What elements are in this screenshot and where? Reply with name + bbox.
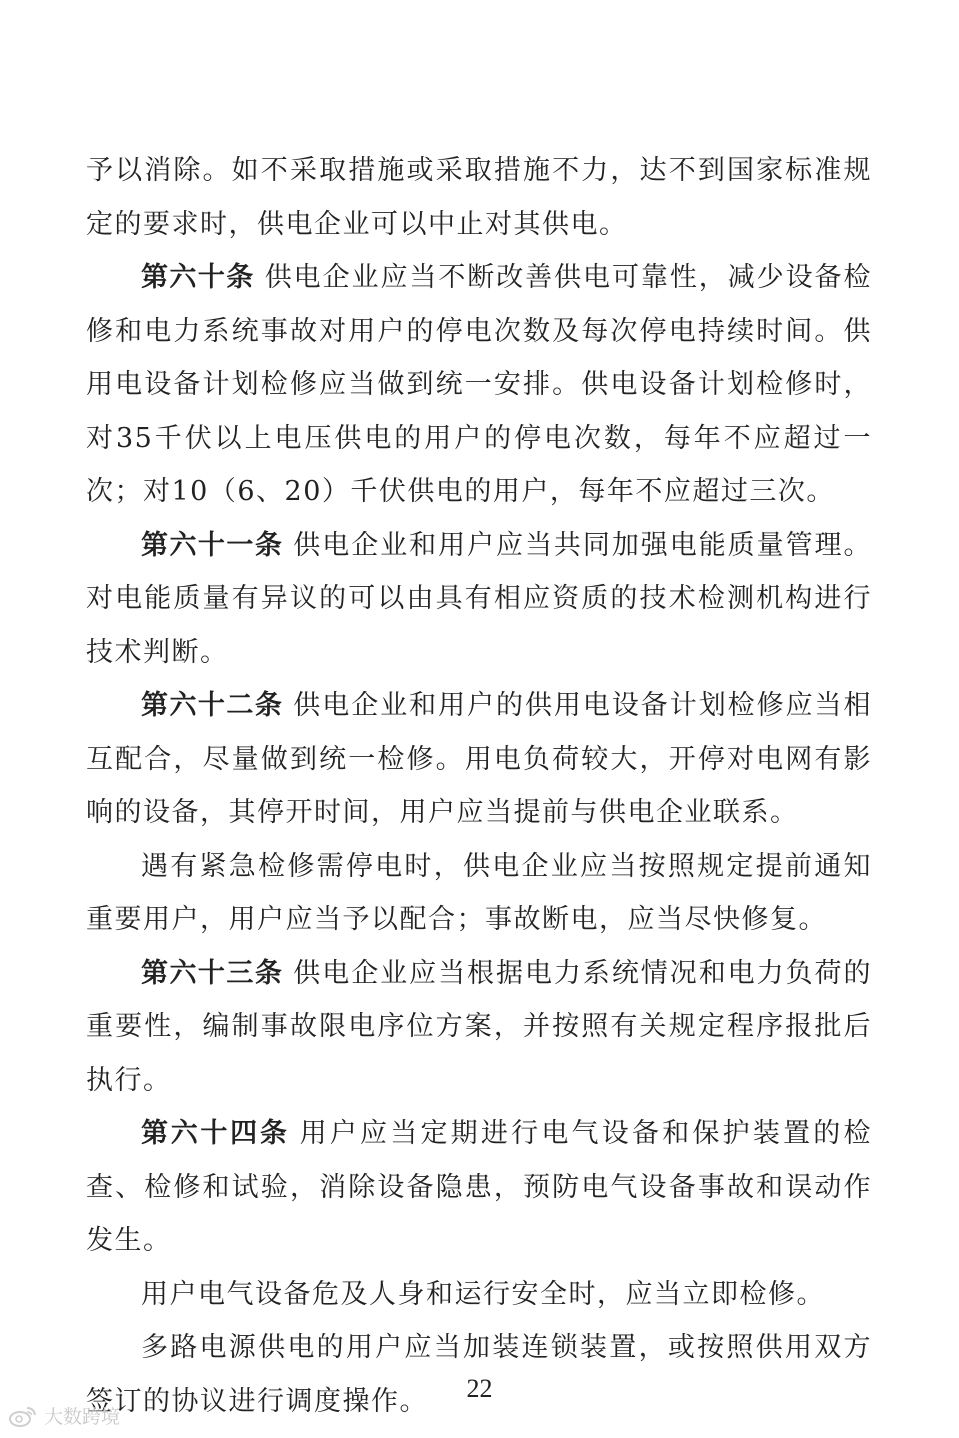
watermark (8, 1402, 120, 1429)
article-number: 第六十四条 (141, 1118, 290, 1149)
paragraph-text: 多路电源供电的用户应当加装连锁装置，或按照供用双方签订的协议进行调度操作。 (86, 1332, 872, 1417)
article-61 (86, 519, 872, 680)
article-number: 第六十三条 (141, 957, 284, 989)
article-number: 第六十条 (141, 262, 255, 293)
article-number: 第六十一条 (141, 529, 284, 561)
paragraph-text: 用户应当定期进行电气设备和保护装置的检查、检修和试验，消除设备隐患，预防电气设备事故和误动作发生。 (86, 1118, 873, 1256)
paragraph-text: 用户电气设备危及人身和运行安全时，应当立即检修。 (141, 1278, 825, 1310)
paragraph-text: 供电企业和用户的供用电设备计划检修应当相互配合，尽量做到统一检修。用电负荷较大，开停对电网有影响的设备，其停开时间，用户应当提前与供电企业联系。 (86, 690, 873, 828)
paragraph-text: 供电企业应当不断改善供电可靠性，减少设备检修和电力系统事故对用户的停电次数及每次停电持续时间。供用电设备计划检修应当做到统一安排。供电设备计划检修时，对35千伏以上电压供电的用户的停电次数，每年不应超过一次；对10（6、20）千伏供电的用户，每年不应超过三次。 (86, 262, 872, 507)
paragraph-text: 供电企业和用户应当共同加强电能质量管理。对电能质量有异议的可以由具有相应资质的技术检测机构进行技术判断。 (86, 529, 873, 668)
page-number: 22 (466, 1374, 493, 1403)
paragraph-text: 予以消除。如不采取措施或采取措施不力，达不到国家标准规定的要求时，供电企业可以中止对其供电。 (86, 155, 872, 240)
paragraph-1 (86, 144, 872, 251)
article-63 (86, 947, 872, 1108)
article-64-clause-2 (86, 1268, 872, 1322)
document-body (86, 144, 872, 1428)
weibo-logo-icon (8, 1404, 38, 1428)
article-64 (86, 1107, 872, 1268)
article-60 (86, 251, 872, 519)
paragraph-text: 供电企业应当根据电力系统情况和电力负荷的重要性，编制事故限电序位方案，并按照有关规定程序报批后执行。 (86, 957, 873, 1096)
watermark-text: 大数跨境 (44, 1406, 121, 1428)
article-number: 第六十二条 (141, 690, 284, 721)
article-62-clause-2 (86, 840, 872, 947)
paragraph-text: 遇有紧急检修需停电时，供电企业应当按照规定提前通知重要用户，用户应当予以配合；事故断电，应当尽快修复。 (86, 850, 872, 935)
article-62 (86, 679, 872, 840)
